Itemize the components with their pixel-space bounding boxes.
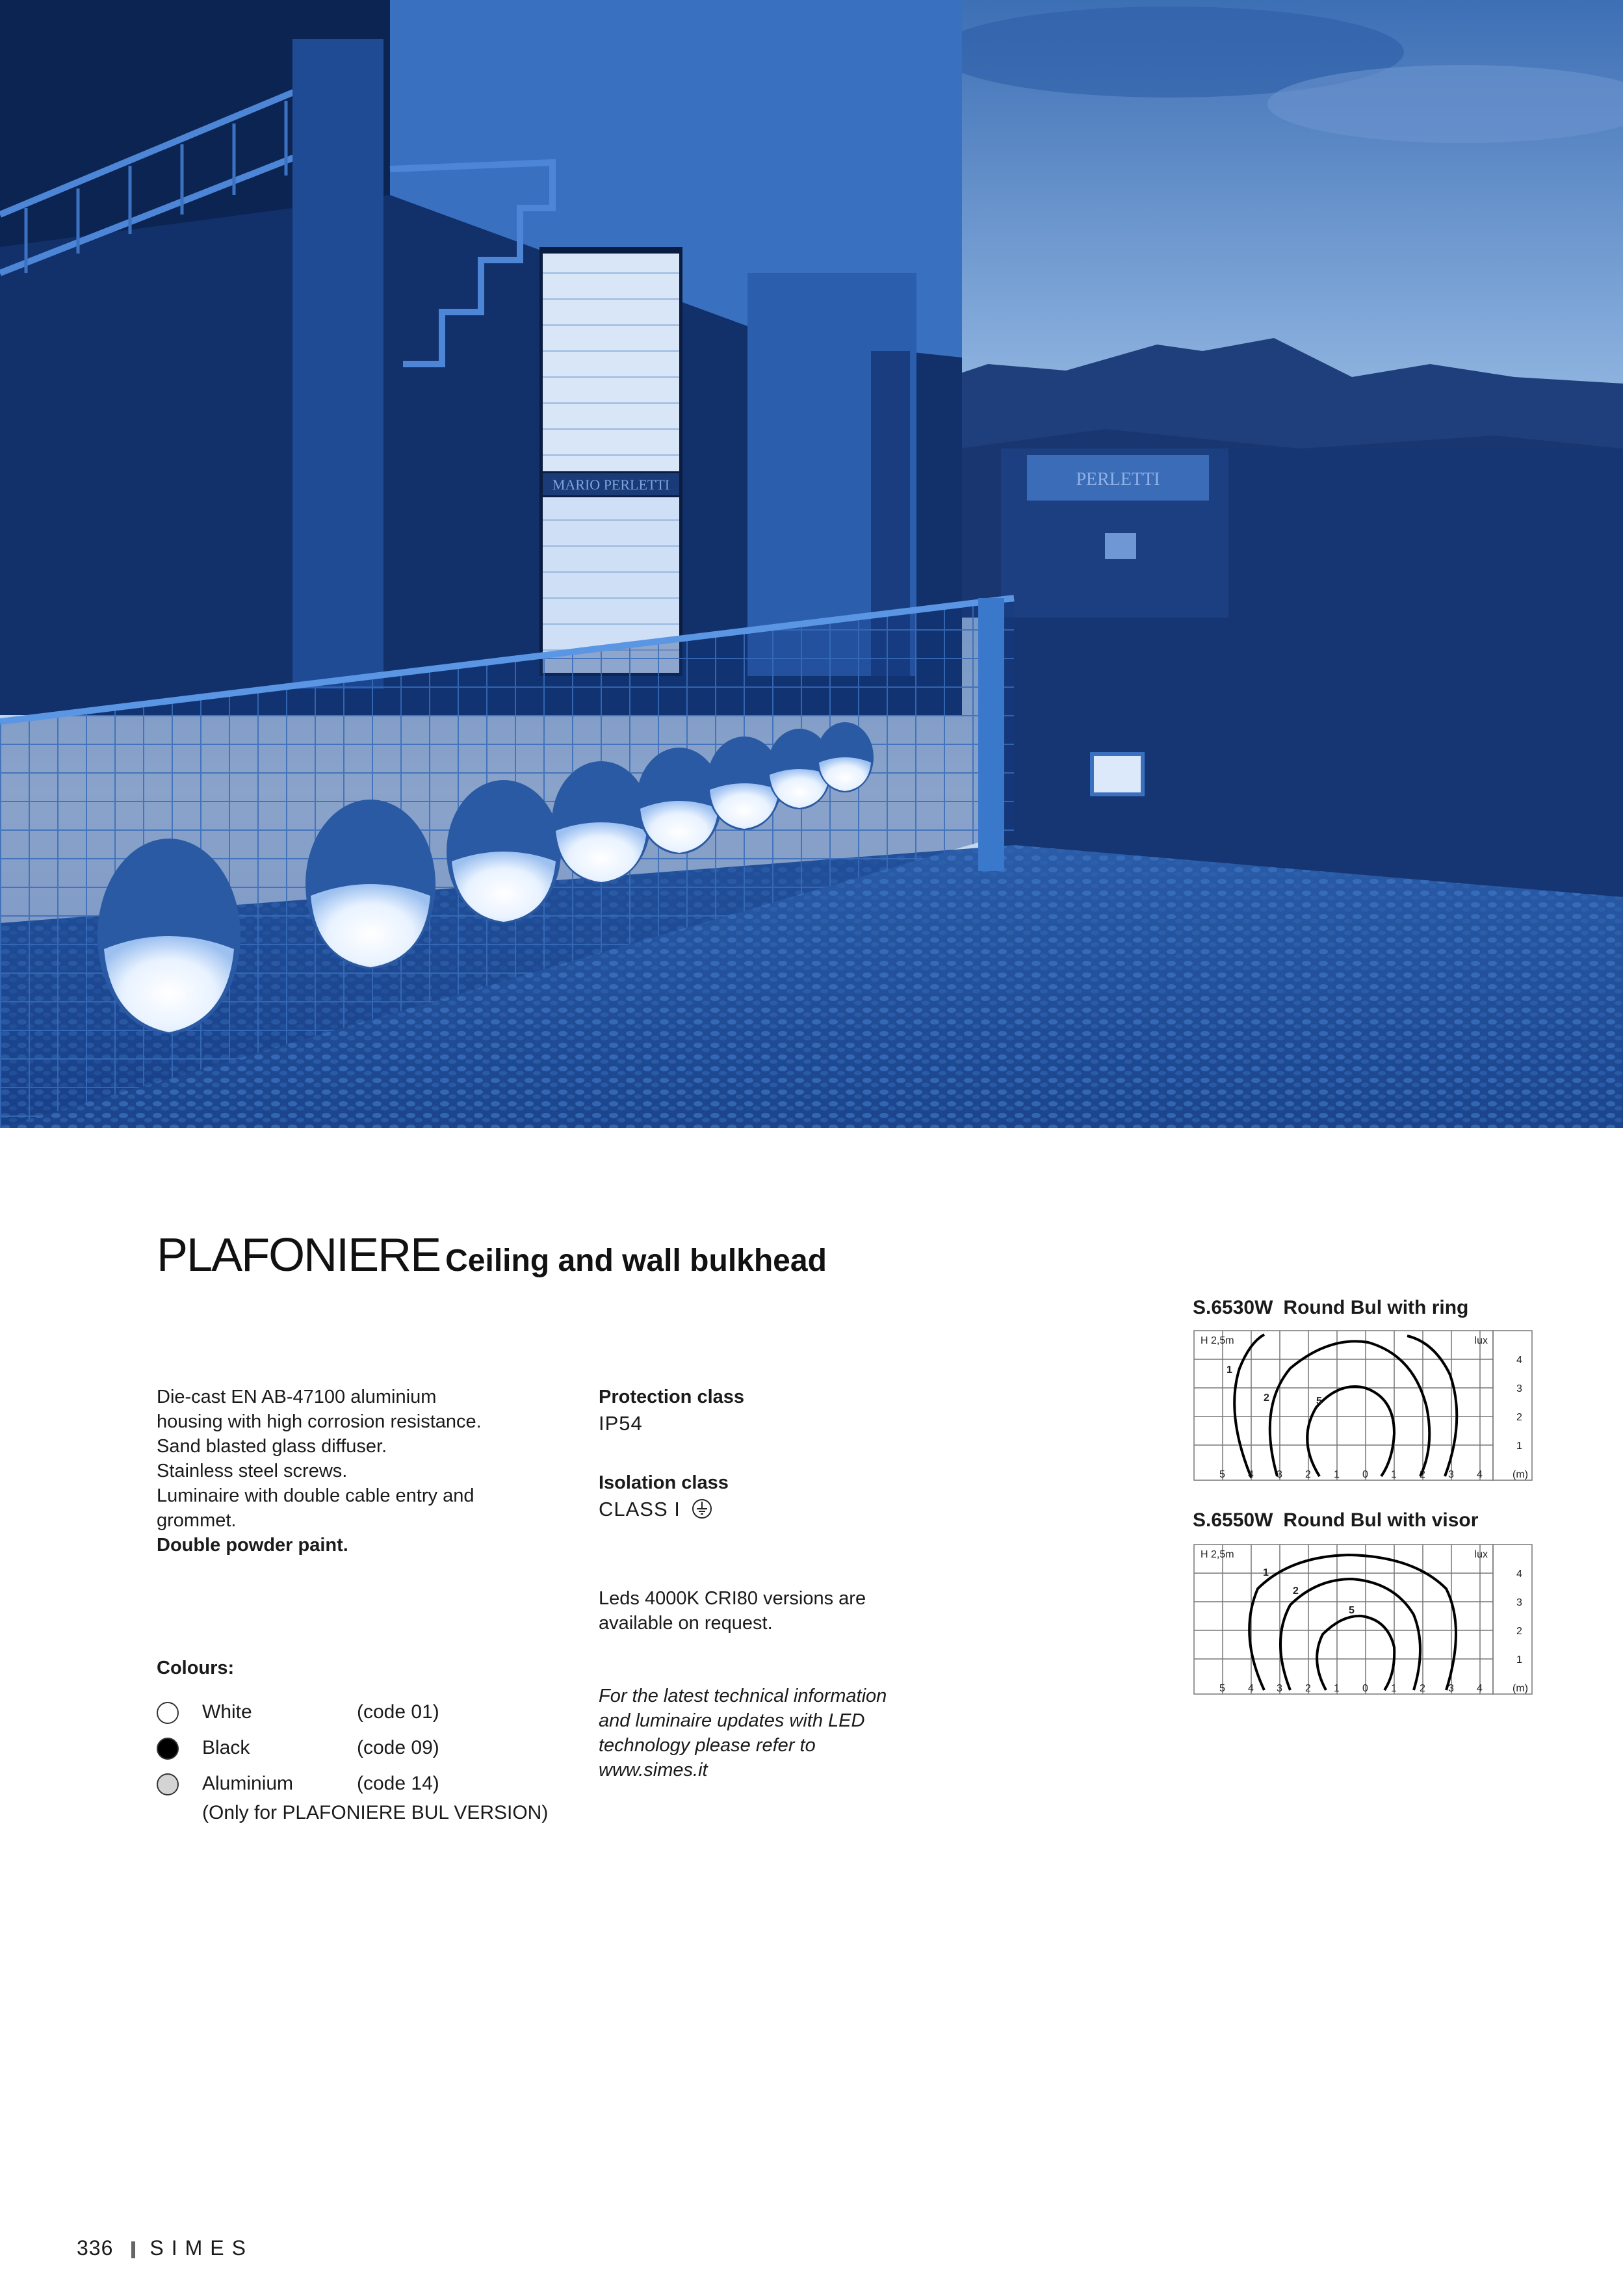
x-tick: 4: [1477, 1683, 1483, 1694]
page-footer: [77, 2236, 253, 2260]
diagram-2-unit: lux: [1474, 1549, 1488, 1560]
description-line: Die-cast EN AB-47100 aluminium: [157, 1387, 437, 1407]
diagram-1-code: S.6530W: [1193, 1297, 1273, 1318]
diagram-2-title: [1193, 1509, 1478, 1532]
hero-photo: [0, 0, 1623, 1128]
footer-divider: [131, 2241, 135, 2258]
info-note-line: technology please refer to: [599, 1735, 816, 1756]
diagram-2-name: Round Bul with visor: [1283, 1509, 1479, 1531]
description-bold-line: Double powder paint.: [157, 1535, 348, 1556]
x-tick: 3: [1277, 1683, 1282, 1694]
isolux-diagram-1: [1193, 1329, 1534, 1495]
x-tick: 0: [1362, 1469, 1368, 1480]
curve-label: 1: [1263, 1567, 1269, 1578]
protection-value: IP54: [599, 1412, 643, 1435]
isolation-value-row: [599, 1495, 1002, 1524]
page-number: 336: [77, 2236, 114, 2260]
brand-name: SIMES: [149, 2236, 253, 2260]
x-tick: 1: [1334, 1469, 1340, 1480]
x-tick: 3: [1448, 1683, 1454, 1694]
black-swatch: [157, 1738, 179, 1760]
x-tick: 4: [1477, 1469, 1483, 1480]
protection-label: Protection class: [599, 1387, 745, 1407]
x-tick: 1: [1334, 1683, 1340, 1694]
x-tick: 2: [1305, 1469, 1311, 1480]
website-link[interactable]: www.simes.it: [599, 1760, 708, 1781]
wall-sign: PERLETTI: [1076, 469, 1160, 489]
window-sign: MARIO PERLETTI: [552, 476, 670, 493]
info-note-line: For the latest technical information: [599, 1686, 887, 1706]
leds-note-line: available on request.: [599, 1613, 773, 1634]
white-swatch: [157, 1702, 179, 1724]
x-tick: 2: [1420, 1683, 1425, 1694]
diagram-2-code: S.6550W: [1193, 1509, 1273, 1531]
description-line: Sand blasted glass diffuser.: [157, 1436, 387, 1457]
colour-note: (Only for PLAFONIERE BUL VERSION): [202, 1802, 549, 1823]
x-tick: 1: [1391, 1469, 1397, 1480]
x-unit: (m): [1513, 1469, 1528, 1480]
diagram-1-unit: lux: [1474, 1335, 1488, 1346]
diagram-1-title: [1193, 1297, 1468, 1319]
colour-code: (code 14): [357, 1773, 439, 1794]
description-line: housing with high corrosion resistance.: [157, 1411, 482, 1432]
y-tick: 4: [1516, 1355, 1522, 1366]
x-tick: 3: [1448, 1469, 1454, 1480]
curve-label: 1: [1227, 1364, 1232, 1376]
colour-name: Aluminium: [202, 1773, 294, 1794]
diagram-2-height: H 2,5m: [1201, 1549, 1234, 1560]
page-title: [157, 1229, 827, 1282]
description-line: grommet.: [157, 1510, 237, 1531]
spec-column: [599, 1385, 1002, 1782]
isolation-label: Isolation class: [599, 1472, 729, 1493]
curve-label: 5: [1349, 1605, 1355, 1616]
colour-option-aluminium: [157, 1771, 439, 1797]
y-tick: 3: [1516, 1383, 1522, 1394]
curve-label: 5: [1316, 1396, 1322, 1407]
y-tick: 1: [1516, 1441, 1522, 1452]
x-unit: (m): [1513, 1683, 1528, 1694]
x-tick: 3: [1277, 1469, 1282, 1480]
colour-option-black: [157, 1736, 439, 1762]
diagram-1-name: Round Bul with ring: [1283, 1297, 1469, 1318]
info-note: [599, 1684, 1002, 1782]
x-tick: 0: [1362, 1683, 1368, 1694]
y-tick: 2: [1516, 1412, 1522, 1423]
curve-label: 2: [1293, 1585, 1299, 1597]
earth-ground-icon: [691, 1498, 713, 1520]
x-tick: 2: [1420, 1469, 1425, 1480]
leds-note: [599, 1586, 1002, 1636]
title-main: PLAFONIERE: [157, 1229, 441, 1281]
isolux-diagram-2: [1193, 1543, 1534, 1709]
curve-label: 2: [1264, 1392, 1269, 1403]
colours-heading: Colours:: [157, 1658, 235, 1678]
colour-code: (code 09): [357, 1737, 439, 1758]
product-description: [157, 1385, 560, 1558]
title-sub: Ceiling and wall bulkhead: [445, 1244, 827, 1278]
isolation-value: CLASS I: [599, 1498, 681, 1520]
diagram-1-height: H 2,5m: [1201, 1335, 1234, 1346]
colour-name: White: [202, 1701, 252, 1723]
info-note-line: and luminaire updates with LED: [599, 1710, 865, 1731]
y-tick: 3: [1516, 1597, 1522, 1608]
description-line: Luminaire with double cable entry and: [157, 1485, 474, 1506]
description-line: Stainless steel screws.: [157, 1461, 348, 1481]
x-tick: 4: [1248, 1683, 1254, 1694]
y-tick: 4: [1516, 1569, 1522, 1580]
y-tick: 1: [1516, 1654, 1522, 1665]
colour-code: (code 01): [357, 1701, 439, 1723]
x-tick: 5: [1219, 1469, 1225, 1480]
leds-note-line: Leds 4000K CRI80 versions are: [599, 1588, 866, 1609]
x-tick: 5: [1219, 1683, 1225, 1694]
y-tick: 2: [1516, 1626, 1522, 1637]
x-tick: 2: [1305, 1683, 1311, 1694]
aluminium-swatch: [157, 1773, 179, 1795]
x-tick: 1: [1391, 1683, 1397, 1694]
colour-name: Black: [202, 1737, 250, 1758]
colour-option-white: [157, 1700, 439, 1726]
x-tick: 4: [1248, 1469, 1254, 1480]
